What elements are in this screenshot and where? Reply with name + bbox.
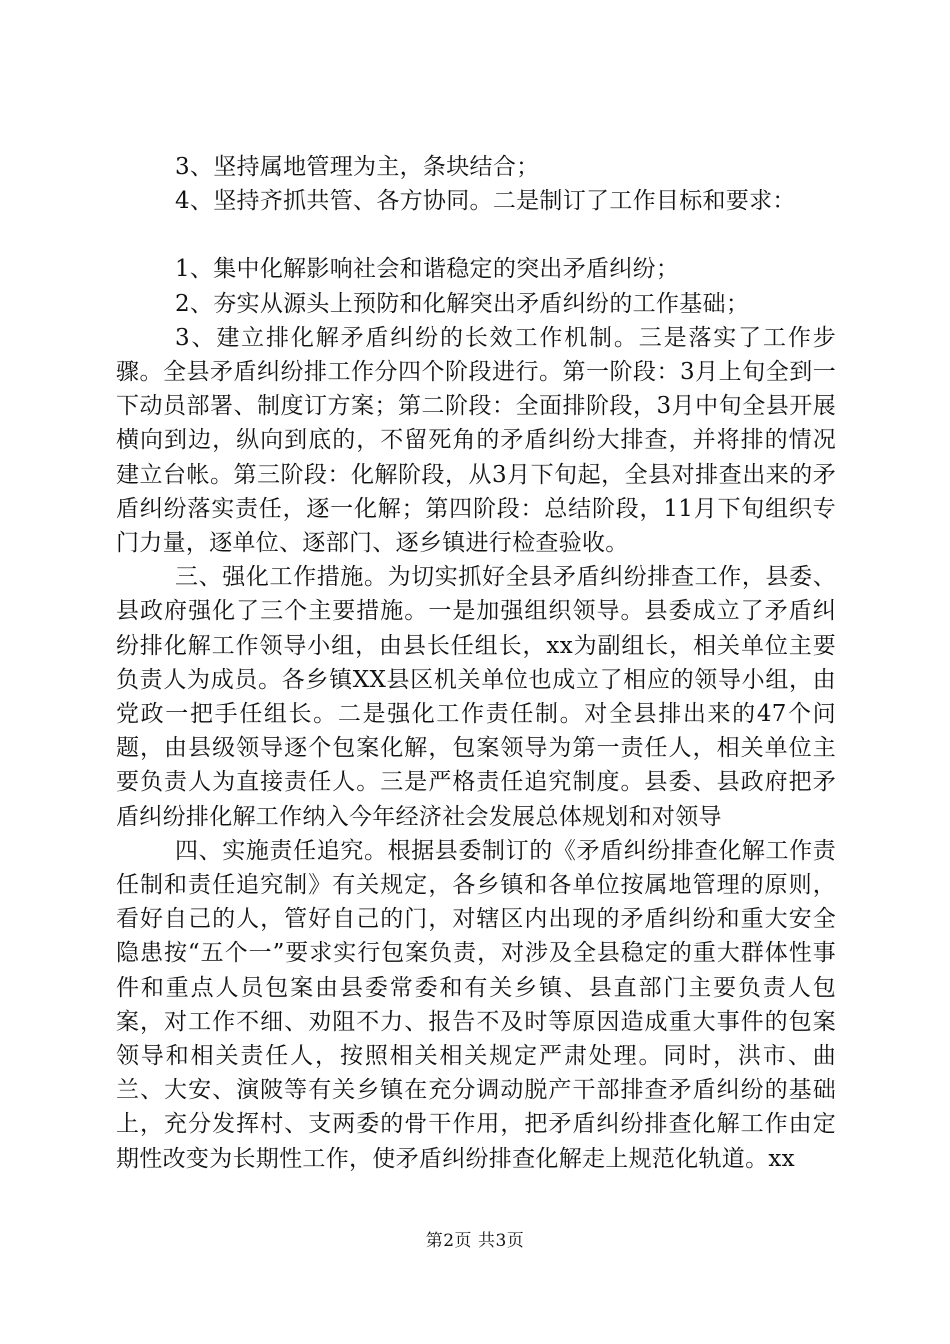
- goal-item-1: 1、集中化解影响社会和谐稳定的突出矛盾纠纷；: [175, 256, 680, 283]
- page-number-footer: 第2页 共3页: [425, 1231, 525, 1251]
- paragraph-item-3: 3、坚持属地管理为主，条块结合；: [175, 154, 540, 180]
- goal-item-3: 3、建立排化解矛盾纠纷的长效工作机制。三是落实了工作步骤。全县矛盾纠纷排工作分四个阶段进行。第一阶段：3月上旬全到一下动员部署、制度订方案；第二阶段：全面排阶段，3月中旬全县开展横向到边，纵向到底的，不留死角的矛盾纠纷大排查，并将排的情况建立台帐。第三阶段：化解阶段，从3月下旬起，全县对排查出来的矛盾纠纷落实责任，逐一化解；第四阶段：总结阶段，11月下旬组织专门力量，逐单位、逐部门、逐乡镇进行检查验收。: [116, 324, 836, 557]
- section-three-paragraph: 三、强化工作措施。为切实抓好全县矛盾纠纷排查工作，县委、县政府强化了三个主要措施。一是加强组织领导。县委成立了矛盾纠纷排化解工作领导小组，由县长任组长，xx为副组长，相关单位主要负责人为成员。各乡镇XX县区机关单位也成立了相应的领导小组，由党政一把手任组长。二是强化工作责任制。对全县排出来的47个问题，由县级领导逐个包案化解，包案领导为第一责任人，相关单位主要负责人为直接责任人。三是严格责任追究制度。县委、县政府把矛盾纠纷排化解工作纳入今年经济社会发展总体规划和对领导: [116, 564, 836, 830]
- paragraph-gap: [116, 218, 836, 252]
- document-body: [116, 150, 836, 1176]
- paragraph-item-4: 4、坚持齐抓共管、各方协同。二是制订了工作目标和要求：: [175, 188, 796, 215]
- goal-item-2: 2、夯实从源头上预防和化解突出矛盾纠纷的工作基础；: [175, 290, 750, 317]
- section-four-paragraph: 四、实施责任追究。根据县委制订的《矛盾纠纷排查化解工作责任制和责任追究制》有关规定，各乡镇和各单位按属地管理的原则，看好自己的人，管好自己的门，对辖区内出现的矛盾纠纷和重大安全隐患按“五个一”要求实行包案负责，对涉及全县稳定的重大群体性事件和重点人员包案由县委常委和有关乡镇、县直部门主要负责人包案，对工作不细、劝阻不力、报告不及时等原因造成重大事件的包案领导和相关责任人，按照相关相关规定严肃处理。同时，洪市、曲兰、大安、演陂等有关乡镇在充分调动脱产干部排查矛盾纠纷的基础上，充分发挥村、支两委的骨干作用，把矛盾纠纷排查化解工作由定期性改变为长期性工作，使矛盾纠纷排查化解走上规范化轨道。xx: [116, 837, 836, 1172]
